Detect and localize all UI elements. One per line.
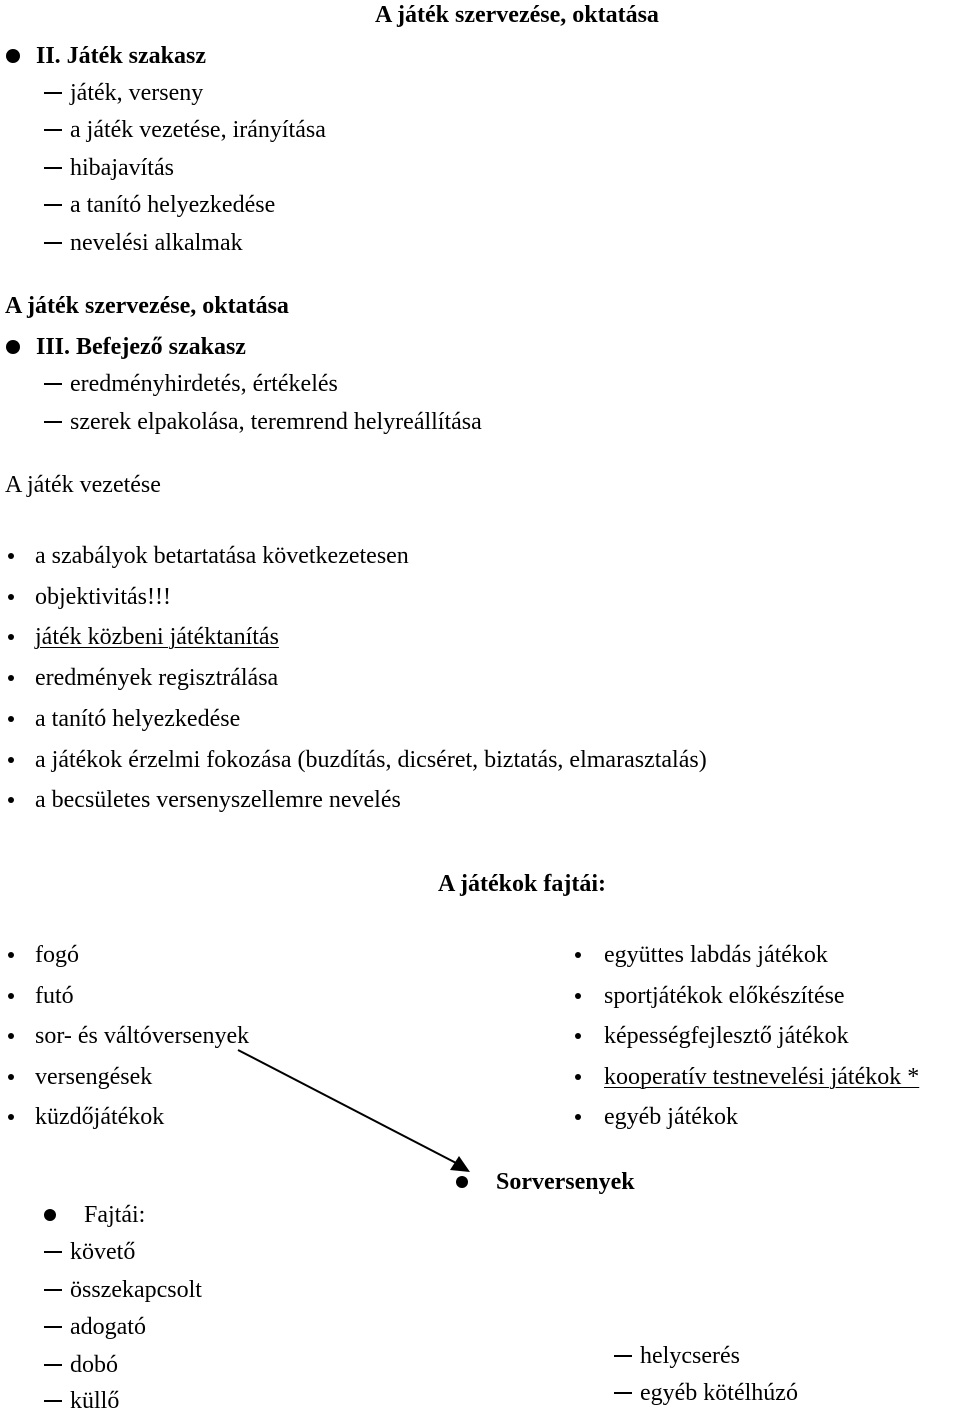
list-item-label: játék közbeni játéktanítás bbox=[35, 624, 279, 650]
list-item-label: adogató bbox=[70, 1314, 146, 1340]
list-item bbox=[44, 1352, 118, 1378]
list-item bbox=[614, 1380, 798, 1406]
list-item-label: eredményhirdetés, értékelés bbox=[70, 371, 338, 397]
list-item-label: együttes labdás játékok bbox=[604, 942, 828, 968]
list-item-label: képességfejlesztő játékok bbox=[604, 1023, 849, 1049]
list-item-label: a tanító helyezkedése bbox=[70, 192, 276, 218]
list-item bbox=[44, 1239, 135, 1265]
dash-icon bbox=[44, 1400, 62, 1402]
list-item-label: fogó bbox=[35, 942, 79, 968]
list-item-label: szerek elpakolása, teremrend helyreállítása bbox=[70, 409, 482, 435]
dash-icon bbox=[614, 1392, 632, 1394]
list-item-label: összekapcsolt bbox=[70, 1277, 202, 1303]
list-item bbox=[614, 1343, 740, 1369]
section-title: A játék vezetése bbox=[5, 472, 161, 498]
list-item-label: egyéb játékok bbox=[604, 1104, 738, 1130]
list-item-label: küllő bbox=[70, 1388, 120, 1414]
list-item-label: futó bbox=[35, 983, 74, 1009]
list-item-label: kooperatív testnevelési játékok * bbox=[604, 1064, 920, 1090]
list-item-label: sor- és váltóversenyek bbox=[35, 1023, 250, 1049]
list-item-label: objektivitás!!! bbox=[35, 584, 171, 610]
dash-icon bbox=[44, 1251, 62, 1253]
list-item-label: küzdőjátékok bbox=[35, 1104, 165, 1130]
dash-icon bbox=[44, 1289, 62, 1291]
dash-icon bbox=[44, 1364, 62, 1366]
list-item-label: helycserés bbox=[640, 1343, 740, 1369]
list-item-label: a szabályok betartatása következetesen bbox=[35, 543, 409, 569]
kinds-label: Fajtái: bbox=[84, 1202, 146, 1228]
dash-icon bbox=[614, 1355, 632, 1357]
dash-icon bbox=[44, 1326, 62, 1328]
list-item-label: játék, verseny bbox=[70, 80, 204, 106]
list-item-label: a játék vezetése, irányítása bbox=[70, 117, 326, 143]
bullet-icon bbox=[456, 1176, 468, 1188]
list-item-label: hibajavítás bbox=[70, 155, 174, 181]
list-item-label: a becsületes versenyszellemre nevelés bbox=[35, 787, 401, 813]
list-item-label: sportjátékok előkészítése bbox=[604, 983, 845, 1009]
section-title: A játék szervezése, oktatása bbox=[5, 293, 289, 319]
phase3-title: III. Befejező szakasz bbox=[36, 334, 246, 360]
phase2-title: II. Játék szakasz bbox=[36, 43, 207, 69]
page-title: A játék szervezése, oktatása bbox=[375, 2, 659, 28]
relay-heading bbox=[456, 1169, 635, 1195]
list-item-label: a játékok érzelmi fokozása (buzdítás, dicséret, biztatás, elmarasztalás) bbox=[35, 747, 707, 773]
list-item-label: dobó bbox=[70, 1352, 118, 1378]
list-item-label: versengések bbox=[35, 1064, 153, 1090]
list-item bbox=[44, 1314, 146, 1340]
list-item-label: nevelési alkalmak bbox=[70, 230, 243, 256]
types-title: A játékok fajtái: bbox=[438, 871, 606, 897]
list-item-label: követő bbox=[70, 1239, 136, 1265]
list-item-label: a tanító helyezkedése bbox=[35, 706, 241, 732]
kinds-heading bbox=[44, 1202, 145, 1228]
relay-title: Sorversenyek bbox=[496, 1169, 635, 1195]
list-item-label: eredmények regisztrálása bbox=[35, 665, 279, 691]
list-item-label: egyéb kötélhúzó bbox=[640, 1380, 798, 1406]
list-item bbox=[44, 1388, 119, 1414]
bullet-icon bbox=[44, 1209, 56, 1221]
list-item bbox=[44, 1277, 202, 1303]
